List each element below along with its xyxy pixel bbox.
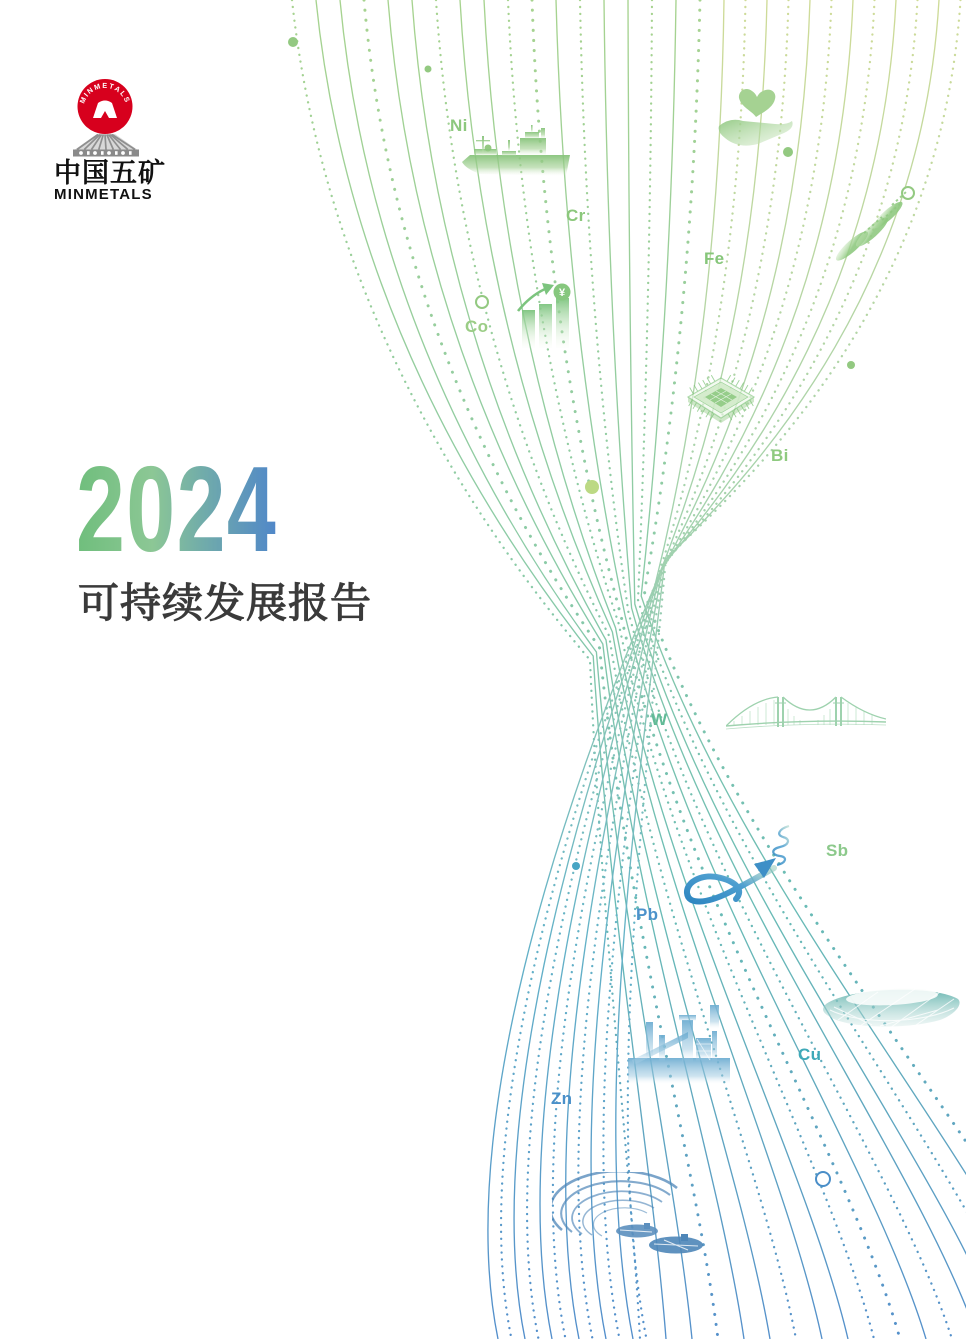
accent-dot — [585, 480, 599, 494]
element-label-pb: Pb — [636, 905, 659, 924]
decorative-curve — [501, 0, 745, 1339]
earphones-icon — [676, 820, 796, 925]
decorative-curve — [514, 0, 767, 1339]
company-name-cn: 中国五矿 — [54, 158, 166, 188]
accent-circle — [476, 296, 488, 308]
report-title: 可持续发展报告 — [78, 580, 372, 626]
element-label-cr: Cr — [566, 206, 586, 225]
decorative-curve — [628, 0, 961, 1339]
element-label-zn: Zn — [551, 1089, 573, 1108]
open-pit-mine-icon — [552, 1172, 717, 1264]
decorative-curve — [364, 0, 718, 1339]
wheat-icon — [830, 180, 910, 272]
factory-icon — [626, 998, 738, 1090]
decorative-curve — [628, 0, 966, 1339]
element-label-ni: Ni — [450, 116, 468, 135]
yuan-symbol: ¥ — [558, 287, 566, 299]
element-label-co: Co — [465, 317, 489, 336]
emblem-ring-text: MINMETALS — [77, 80, 133, 105]
element-label-sb: Sb — [826, 841, 849, 860]
element-label-cu: Cu — [798, 1045, 822, 1064]
accent-dot — [425, 66, 432, 73]
accent-dot — [847, 361, 855, 369]
decorative-curve — [638, 0, 966, 1339]
stadium-icon — [820, 980, 965, 1032]
report-year: 2024 — [76, 441, 278, 577]
cargo-ship-icon — [458, 124, 578, 188]
heart-in-hand-icon — [716, 86, 796, 148]
accent-dot — [572, 862, 580, 870]
microchip-icon — [682, 372, 760, 430]
accent-dot — [783, 147, 793, 157]
decorative-curve — [644, 0, 966, 1339]
decorative-curve — [540, 0, 810, 1339]
element-label-bi: Bi — [771, 446, 789, 465]
decorative-curve — [484, 0, 848, 1339]
decorative-curve — [460, 0, 822, 1339]
decorative-curve — [604, 0, 966, 1339]
element-label-fe: Fe — [704, 249, 725, 268]
decorative-curve — [316, 0, 666, 1339]
growth-chart-icon — [516, 278, 578, 350]
accent-dot — [288, 37, 298, 47]
suspension-bridge-icon — [726, 686, 886, 738]
accent-circle — [816, 1172, 830, 1186]
element-label-w: W — [651, 710, 668, 729]
company-name-en: MINMETALS — [54, 186, 153, 203]
